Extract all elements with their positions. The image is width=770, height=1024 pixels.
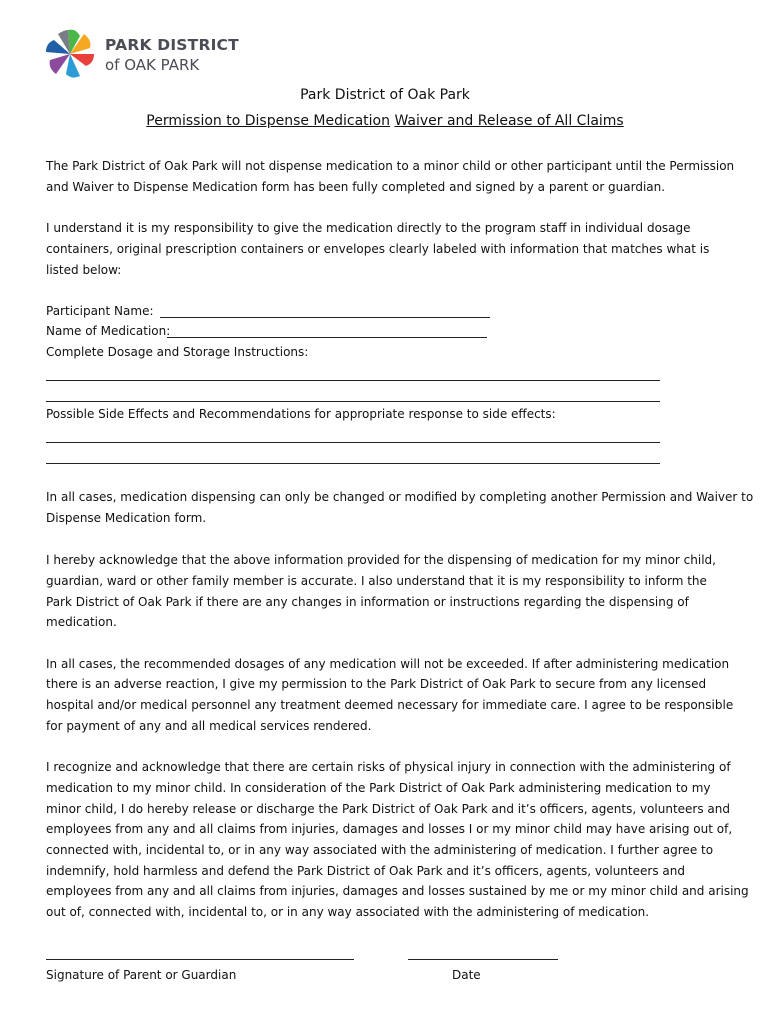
medication-name-field[interactable] [167,337,487,338]
participant-name-field[interactable] [160,317,490,318]
paragraph-line: for payment of any and all medical services rendered. [46,719,372,733]
paragraph-line: I recognize and acknowledge that there are certain risks of physical injury in connection with the administering of [46,760,731,774]
paragraph-line: minor child, I do hereby release or discharge the Park District of Oak Park and it’s officers, agents, volunteers and [46,802,730,816]
participant-name-label: Participant Name: [46,304,154,318]
logo-line-2: of OAK PARK [105,56,200,74]
paragraph-line: medication. [46,615,117,629]
subtitle-part-2: Waiver and Release of All Claims [394,113,624,129]
paragraph-line: I hereby acknowledge that the above information provided for the dispensing of medication for my minor child, [46,553,716,567]
page-title: Park District of Oak Park [300,87,470,103]
paragraph-line: Dispense Medication form. [46,511,207,525]
paragraph-line: The Park District of Oak Park will not dispense medication to a minor child or other participant until the Permission [46,159,735,173]
paragraph-line: listed below: [46,263,122,277]
paragraph-line: there is an adverse reaction, I give my permission to the Park District of Oak Park to secure from any licensed [46,677,707,691]
paragraph-line: hospital and/or medical personnel any treatment deemed necessary for immediate care. I agree to be responsible [46,698,734,712]
dosage-instructions-label: Complete Dosage and Storage Instructions: [46,345,309,359]
paragraph-line: guardian, ward or other family member is accurate. I also understand that it is my responsibility to inform the [46,574,707,588]
paragraph-line: Park District of Oak Park if there are any changes in information or instructions regarding the dispensing of [46,595,689,609]
paragraph-line: medication to my minor child. In consideration of the Park District of Oak Park administering medication to my [46,781,711,795]
pinwheel-logo-icon [44,26,100,82]
paragraph-line: containers, original prescription containers or envelopes clearly labeled with information that matches what is [46,242,710,256]
paragraph-line: and Waiver to Dispense Medication form has been fully completed and signed by a parent or guardian. [46,180,666,194]
logo-line-1: PARK DISTRICT [105,36,239,54]
paragraph-line: employees from any and all claims from injuries, damages and losses I or my minor child may have arising out of, [46,822,733,836]
paragraph-line: employees from any and all claims from injuries, damages and losses sustained by me or my minor child and arising [46,884,749,898]
side-effects-label: Possible Side Effects and Recommendations for appropriate response to side effects: [46,407,556,421]
paragraph-line: connected with, incidental to, or in any way associated with the administering of medication. I further agree to [46,843,714,857]
paragraph-line: In all cases, the recommended dosages of any medication will not be exceeded. If after administering medication [46,657,730,671]
park-district-logo [44,26,254,82]
side-effects-field-1[interactable] [46,442,660,443]
side-effects-field-2[interactable] [46,463,660,464]
dosage-instructions-field-2[interactable] [46,401,660,402]
date-field[interactable] [408,959,558,960]
date-label: Date [452,968,481,982]
signature-label: Signature of Parent or Guardian [46,968,237,982]
subtitle-part-1: Permission to Dispense Medication [146,113,390,129]
paragraph-line: out of, connected with, incidental to, or in any way associated with the administering of medication. [46,905,650,919]
signature-field[interactable] [46,959,354,960]
form-subtitle [0,113,770,129]
medication-name-label: Name of Medication: [46,324,171,338]
dosage-instructions-field-1[interactable] [46,380,660,381]
paragraph-line: In all cases, medication dispensing can only be changed or modified by completing another Permission and Waiver to [46,490,754,504]
paragraph-line: indemnify, hold harmless and defend the Park District of Oak Park and it’s officers, agents, volunteers and [46,864,685,878]
paragraph-line: I understand it is my responsibility to give the medication directly to the program staff in individual dosage [46,221,691,235]
